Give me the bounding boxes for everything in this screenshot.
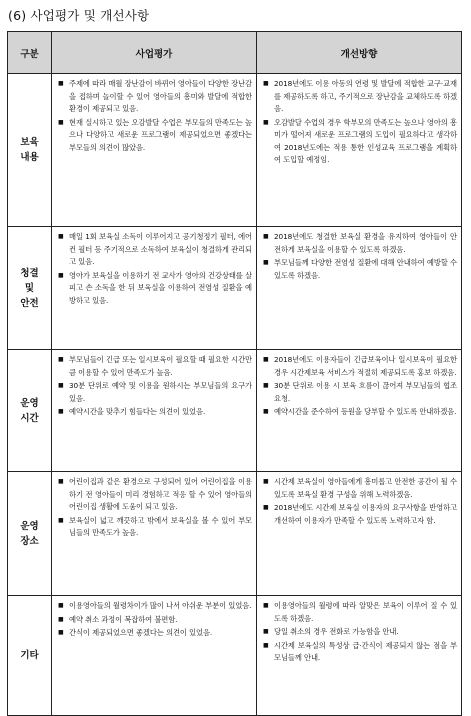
category-label: 운영: [20, 397, 39, 409]
list-item: ■ 부모님들께 다양한 전염성 질환에 대해 안내하여 예방할 수 있도록 하겠음.: [262, 257, 457, 282]
header-improvement: 개선방향: [257, 32, 462, 74]
list-item: ■ 현재 실시하고 있는 오감발달 수업은 부모들의 만족도는 높으나 다양하고 새로운 프로그램이 제공되었으면 좋겠다는 부모들의 의견이 많았음.: [57, 117, 252, 155]
list-item: ■ 2018년에도 청결한 보육실 환경을 유지하여 영아들이 안전하게 보육실을 이용할 수 있도록 하겠음.: [262, 231, 457, 256]
list-item: ■ 보육실이 넓고 깨끗하고 밖에서 보육실을 볼 수 있어 부모님들의 만족도가 높음.: [57, 515, 252, 540]
improvement-cell: [257, 596, 462, 716]
table-row: [8, 74, 462, 227]
category-label: 내용: [20, 152, 39, 163]
category-label: 청결: [20, 267, 39, 279]
table-row: [8, 350, 462, 472]
list-item: ■ 오감발달 수업의 경우 학부모의 만족도는 높으나 영아의 흥미가 떨어져 새로운 프로그램의 도입이 필요하다고 생각하여 2018년도에는 적용 통한 인성교육 프로그램을 계획하여 도입할 예정임.: [262, 117, 457, 167]
list-item: ■ 영아가 보육실을 이용하기 전 교사가 영아의 건강상태를 살피고 손 소독을 한 뒤 보육실을 이용하여 전염성 질환을 예방하고 있음.: [57, 270, 252, 308]
row-category: [8, 227, 52, 350]
category-label: 시간: [20, 412, 39, 424]
category-label: 안전: [20, 297, 39, 309]
row-category: [8, 596, 52, 716]
section-title: (6) 사업평가 및 개선사항: [8, 8, 150, 23]
improvement-cell: [257, 350, 462, 472]
list-item: ■ 간식이 제공되었으면 좋겠다는 의견이 있었음.: [57, 627, 252, 640]
category-label: 운영: [20, 520, 39, 532]
header-category: 구분: [8, 32, 52, 74]
row-category: [8, 350, 52, 472]
header-evaluation: 사업평가: [52, 32, 257, 74]
list-item: ■ 부모님들이 긴급 또는 일시보육이 필요할 때 필요한 시간만큼 이용할 수 있어 만족도가 높음.: [57, 354, 252, 379]
improvement-cell: [257, 74, 462, 227]
list-item: ■ 2018년에도 이용자들이 긴급보육이나 일시보육이 필요한 경우 시간제보육 서비스가 적절히 제공되도록 홍보 하겠음.: [262, 354, 457, 379]
list-item: ■ 이용영아들의 월령에 따라 알맞은 보육이 이루어 질 수 있도록 하겠음.: [262, 600, 457, 625]
improvement-cell: [257, 227, 462, 350]
evaluation-cell: [52, 227, 257, 350]
list-item: ■ 예약시간을 준수하여 등원을 당부할 수 있도록 안내하겠음.: [262, 406, 457, 419]
table-header-row: [8, 32, 462, 74]
evaluation-cell: [52, 596, 257, 716]
list-item: ■ 30분 단위로 예약 및 이용을 원하시는 부모님들의 요구가 있음.: [57, 380, 252, 405]
list-item: ■ 이용영아들의 월령차이가 많이 나서 아쉬운 부분이 있었음.: [57, 600, 252, 613]
list-item: ■ 예약 취소 과정이 복잡하여 불편함.: [57, 614, 252, 627]
list-item: ■ 당일 취소의 경우 전화로 가능함을 안내.: [262, 626, 457, 639]
list-item: ■ 30분 단위로 이용 시 보육 흐름이 끊어져 부모님들의 협조 요청.: [262, 380, 457, 405]
evaluation-cell: [52, 350, 257, 472]
list-item: ■ 2018년에도 시간제 보육실 이용자의 요구사항을 반영하고 개선하여 이용자가 만족할 수 있도록 노력하고자 함.: [262, 502, 457, 527]
category-label: 및: [24, 282, 35, 294]
table-row: [8, 472, 462, 596]
table-row: [8, 227, 462, 350]
category-label: 보육: [20, 137, 39, 148]
list-item: ■ 매일 1회 보육실 소독이 이루어지고 공기청정기 필터, 에어컨 필터 등 주기적으로 소독하여 보육실이 청결하게 관리되고 있음.: [57, 231, 252, 269]
list-item: ■ 예약시간을 맞추기 힘들다는 의견이 있었음.: [57, 406, 252, 419]
category-label: 장소: [20, 535, 39, 547]
list-item: ■ 시간제 보육실이 영아들에게 흥미롭고 안전한 공간이 될 수 있도록 보육실 환경 구성을 위해 노력하겠음.: [262, 476, 457, 501]
table-row: [8, 596, 462, 716]
row-category: [8, 74, 52, 227]
improvement-cell: [257, 472, 462, 596]
list-item: ■ 시간제 보육실의 특성상 급·간식이 제공되지 않는 점을 부모님들께 안내.: [262, 640, 457, 665]
row-category: [8, 472, 52, 596]
evaluation-cell: [52, 74, 257, 227]
list-item: ■ 주제에 따라 매월 장난감이 바뀌어 영아들이 다양한 장난감을 접하며 놀이할 수 있어 영아들의 흥미와 발달에 적합한 환경이 제공되고 있음.: [57, 78, 252, 116]
evaluation-table: [7, 31, 462, 716]
category-label: 기타: [20, 650, 39, 661]
list-item: ■ 2018년에도 이용 아동의 연령 및 발달에 적합한 교구·교재를 제공하도록 하고, 주기적으로 장난감을 교체하도록 하겠음.: [262, 78, 457, 116]
list-item: ■ 어린이집과 같은 환경으로 구성되어 있어 어린이집을 이용하기 전 영아들이 미리 경험하고 적응 할 수 있어 영아들의 어린이집 생활에 도움이 되고 있음.: [57, 476, 252, 514]
evaluation-cell: [52, 472, 257, 596]
